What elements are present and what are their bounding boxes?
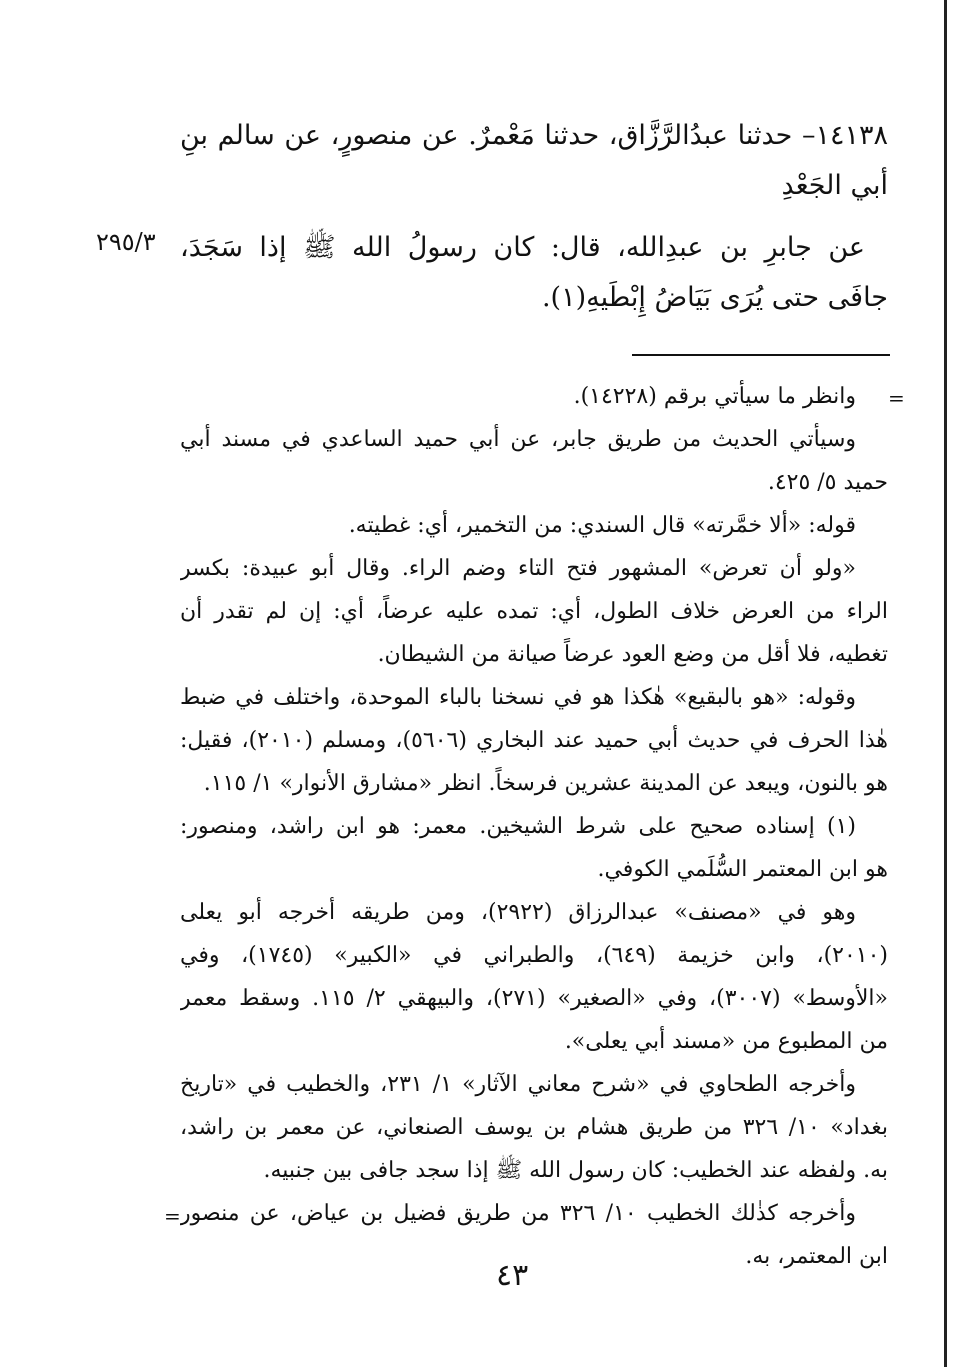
footnote-line: وانظر ما سيأتي برقم (١٤٢٢٨). [573,384,856,409]
footnote-line: وهو في «مصنف» عبدالرزاق (٢٩٢٢)، ومن طريقه أخرجه أبو يعلى [180,900,856,925]
continuation-mark-top: = [888,386,905,410]
footnote-line: وقوله: «هو بالبقيع» هٰكذا هو في نسخنا بالباء الموحدة، واختلف في ضبط [180,685,856,710]
footnote-line: من المطبوع من «مسند أبي يعلى». [564,1029,888,1054]
continuation-mark-bottom: = [164,1204,181,1228]
hadith-line-2: أَبي الجَعْدِ [781,170,888,201]
footnote-line: تغطيه، فلا أقل من وضع العود عرضاً صيانة من الشيطان. [377,642,888,667]
footnote-line: هو بالنون، ويبعد عن المدينة عشرين فرسخاً. انظر «مشارق الأنوار» ١/ ١١٥. [203,771,888,796]
footnote-line: الراء من العرض خلاف الطول، أي: تمده عليه عرضاً، أي: إن لم تقدر أن [180,599,888,624]
footnote-line: «ولو أن تعرض» المشهور فتح التاء وضم الراء. وقال أبو عبيدة: بكسر [180,556,856,581]
footnote-line: به. ولفظه عند الخطيب: كان رسول الله ﷺ إذا سجد جافى بين جنبيه. [263,1158,888,1183]
footnote-line: ابن المعتمر، به. [745,1244,888,1269]
footnote-line: وسيأتي الحديث من طريق جابر، عن أبي حميد الساعدي في مسند أبي [180,427,856,452]
footnote-line: «الأوسط» (٣٠٠٧)، وفي «الصغير» (٢٧١)، والبيهقي ٢/ ١١٥. وسقط معمر [180,986,888,1011]
footnote-line: (١) إسناده صحيح على شرط الشيخين. معمر: هو ابن راشد، ومنصور: [180,814,856,839]
footnote-line: وأخرجه الطحاوي في «شرح معاني الآثار» ١/ ٢٣١، والخطيب في «تاريخ [180,1072,856,1097]
volume-page-reference: ٢٩٥/٣ [96,228,156,256]
page-number: ٤٣ [496,1258,529,1293]
hadith-line-4: جافَى حتى يُرَى بَيَاضُ إِبْطَيهِ(١). [541,282,888,313]
footnote-line: حميد ٥/ ٤٢٥. [767,470,888,495]
hadith-line-1: ١٤١٣٨– حدثنا عبدُالرَّزَّاق، حدثنا مَعْمرٌ. عن منصورٍ، عن سالم بنِ [180,120,888,151]
footnote-separator [632,354,890,356]
footnote-line: (٢٠١٠)، وابن خزيمة (٦٤٩)، والطبراني في «الكبير» (١٧٤٥)، وفي [180,943,888,968]
footnote-line: هٰذا الحرف في حديث أبي حميد عند البخاري (٥٦٠٦)، ومسلم (٢٠١٠)، فقيل: [180,728,888,753]
hadith-line-3: عن جابرِ بن عبدِالله، قال: كان رسولُ الله ﷺ إذا سَجَدَ، [180,232,865,263]
footnote-line: هو ابن المعتمر السُّلَمي الكوفي. [597,857,888,882]
footnote-line: قوله: «ألا خمَّرته» قال السندي: من التخمير، أي: غطيته. [348,513,856,538]
footnote-line: بغداد» ١٠/ ٣٢٦ من طريق هشام بن يوسف الصنعاني، عن معمر بن راشد، [180,1115,888,1140]
page-edge-rule [944,0,947,1367]
footnote-line: وأخرجه كذٰلك الخطيب ١٠/ ٣٢٦ من طريق فضيل بن عياض، عن منصور [180,1201,856,1226]
